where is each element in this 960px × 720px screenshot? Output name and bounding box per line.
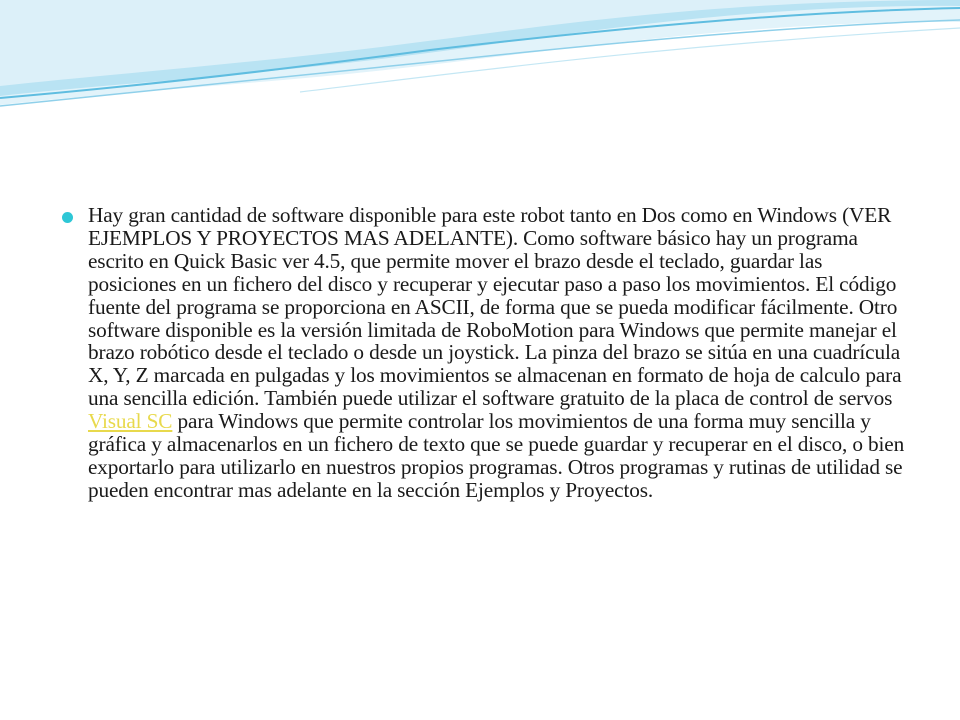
- visual-sc-link[interactable]: Visual SC: [88, 409, 173, 434]
- content-area: [62, 204, 914, 502]
- bullet-item: [62, 204, 914, 502]
- paragraph-text-after-link: para Windows que permite controlar los movimientos de una forma muy sencilla y gráfica y almacenarlos en un fichero de texto que se puede guardar y recuperar en el disco, o bien exportarlo para utilizarlo en nuestros propios programas. Otros programas y rutinas de utilidad se pueden encontrar mas adelante en la sección Ejemplos y Proyectos.: [88, 409, 905, 502]
- bullet-icon: [62, 212, 73, 223]
- header-wave-decoration: [0, 0, 960, 115]
- bullet-paragraph: [88, 204, 914, 502]
- paragraph-text-before-link: Hay gran cantidad de software disponible para este robot tanto en Dos como en Windows (VER EJEMPLOS Y PROYECTOS MAS ADELANTE). Como software básico hay un programa escrito en Quick Basic ver 4.5, que permite mover el brazo desde el teclado, guardar las posiciones en un fichero del disco y recuperar y ejecutar paso a paso los movimientos. El código fuente del programa se proporciona en ASCII, de forma que se pueda modificar fácilmente. Otro software disponible es la versión limitada de RoboMotion para Windows que permite manejar el brazo robótico desde el teclado o desde un joystick. La pinza del brazo se sitúa en una cuadrícula X, Y, Z marcada en pulgadas y los movimientos se almacenan en formato de hoja de calculo para una sencilla edición. También puede utilizar el software gratuito de la placa de control de servos: [88, 203, 902, 411]
